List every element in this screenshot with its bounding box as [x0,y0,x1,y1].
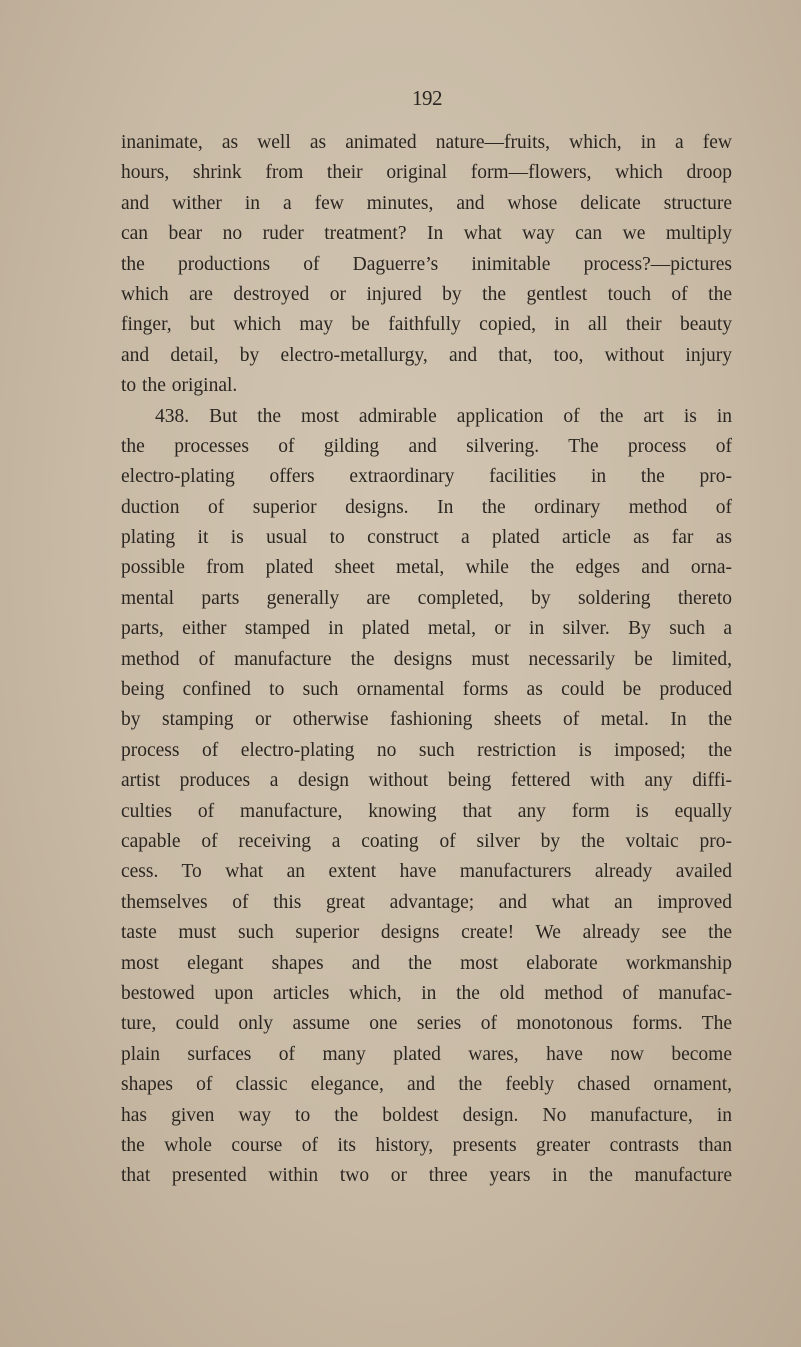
text-line: the productions of Daguerre’s inimitable process?—pictures [121,253,732,275]
text-line: plain surfaces of many plated wares, have now become [121,1043,732,1065]
text-line: duction of superior designs. In the ordinary method of [121,496,732,518]
text-line: most elegant shapes and the most elaborate workmanship [121,952,732,974]
text-line: 438. But the most admirable application of the art is in [155,405,732,427]
text-line: finger, but which may be faithfully copied, in all their beauty [121,314,732,336]
text-line: capable of receiving a coating of silver by the voltaic pro- [121,830,732,852]
text-line: themselves of this great advantage; and what an improved [121,891,732,913]
text-line: mental parts generally are completed, by soldering thereto [121,587,732,609]
text-line: shapes of classic elegance, and the feebly chased ornament, [121,1074,732,1096]
text-line: inanimate, as well as animated nature—fruits, which, in a few [121,132,732,153]
text-line: the whole course of its history, presents greater contrasts than [121,1134,732,1156]
text-line: cess. To what an extent have manufacturers already availed [121,861,732,883]
text-line: possible from plated sheet metal, while the edges and orna- [121,557,732,579]
text-line: artist produces a design without being fettered with any diffi- [121,770,732,792]
text-line: method of manufacture the designs must necessarily be limited, [121,648,732,670]
text-line: that presented within two or three years in the manufacture [121,1165,732,1187]
text-line: being confined to such ornamental forms as could be produced [121,679,732,701]
text-line: hours, shrink from their original form—flowers, which droop [121,162,732,184]
text-line: electro-plating offers extraordinary facilities in the pro- [121,466,732,488]
body-text [121,128,732,1192]
text-line: taste must such superior designs create! We already see the [121,922,732,944]
text-line: and wither in a few minutes, and whose delicate structure [121,192,732,214]
text-line: plating it is usual to construct a plated article as far as [121,527,732,549]
text-line: bestowed upon articles which, in the old method of manufac- [121,982,732,1004]
text-line: and detail, by electro-metallurgy, and that, too, without injury [121,344,732,366]
text-line: parts, either stamped in plated metal, or in silver. By such a [121,618,732,640]
text-line: to the original. [121,375,238,397]
page-number: 192 [412,86,442,110]
text-line: which are destroyed or injured by the gentlest touch of the [121,283,732,305]
text-line: has given way to the boldest design. No manufacture, in [121,1104,732,1126]
text-line: by stamping or otherwise fashioning sheets of metal. In the [121,709,732,731]
text-line: ture, could only assume one series of monotonous forms. The [121,1013,732,1035]
text-line: process of electro-plating no such restriction is imposed; the [121,739,732,761]
text-line: the processes of gilding and silvering. The process of [121,435,732,457]
text-line: can bear no ruder treatment? In what way can we multiply [121,223,732,245]
text-line: culties of manufacture, knowing that any form is equally [121,800,732,822]
